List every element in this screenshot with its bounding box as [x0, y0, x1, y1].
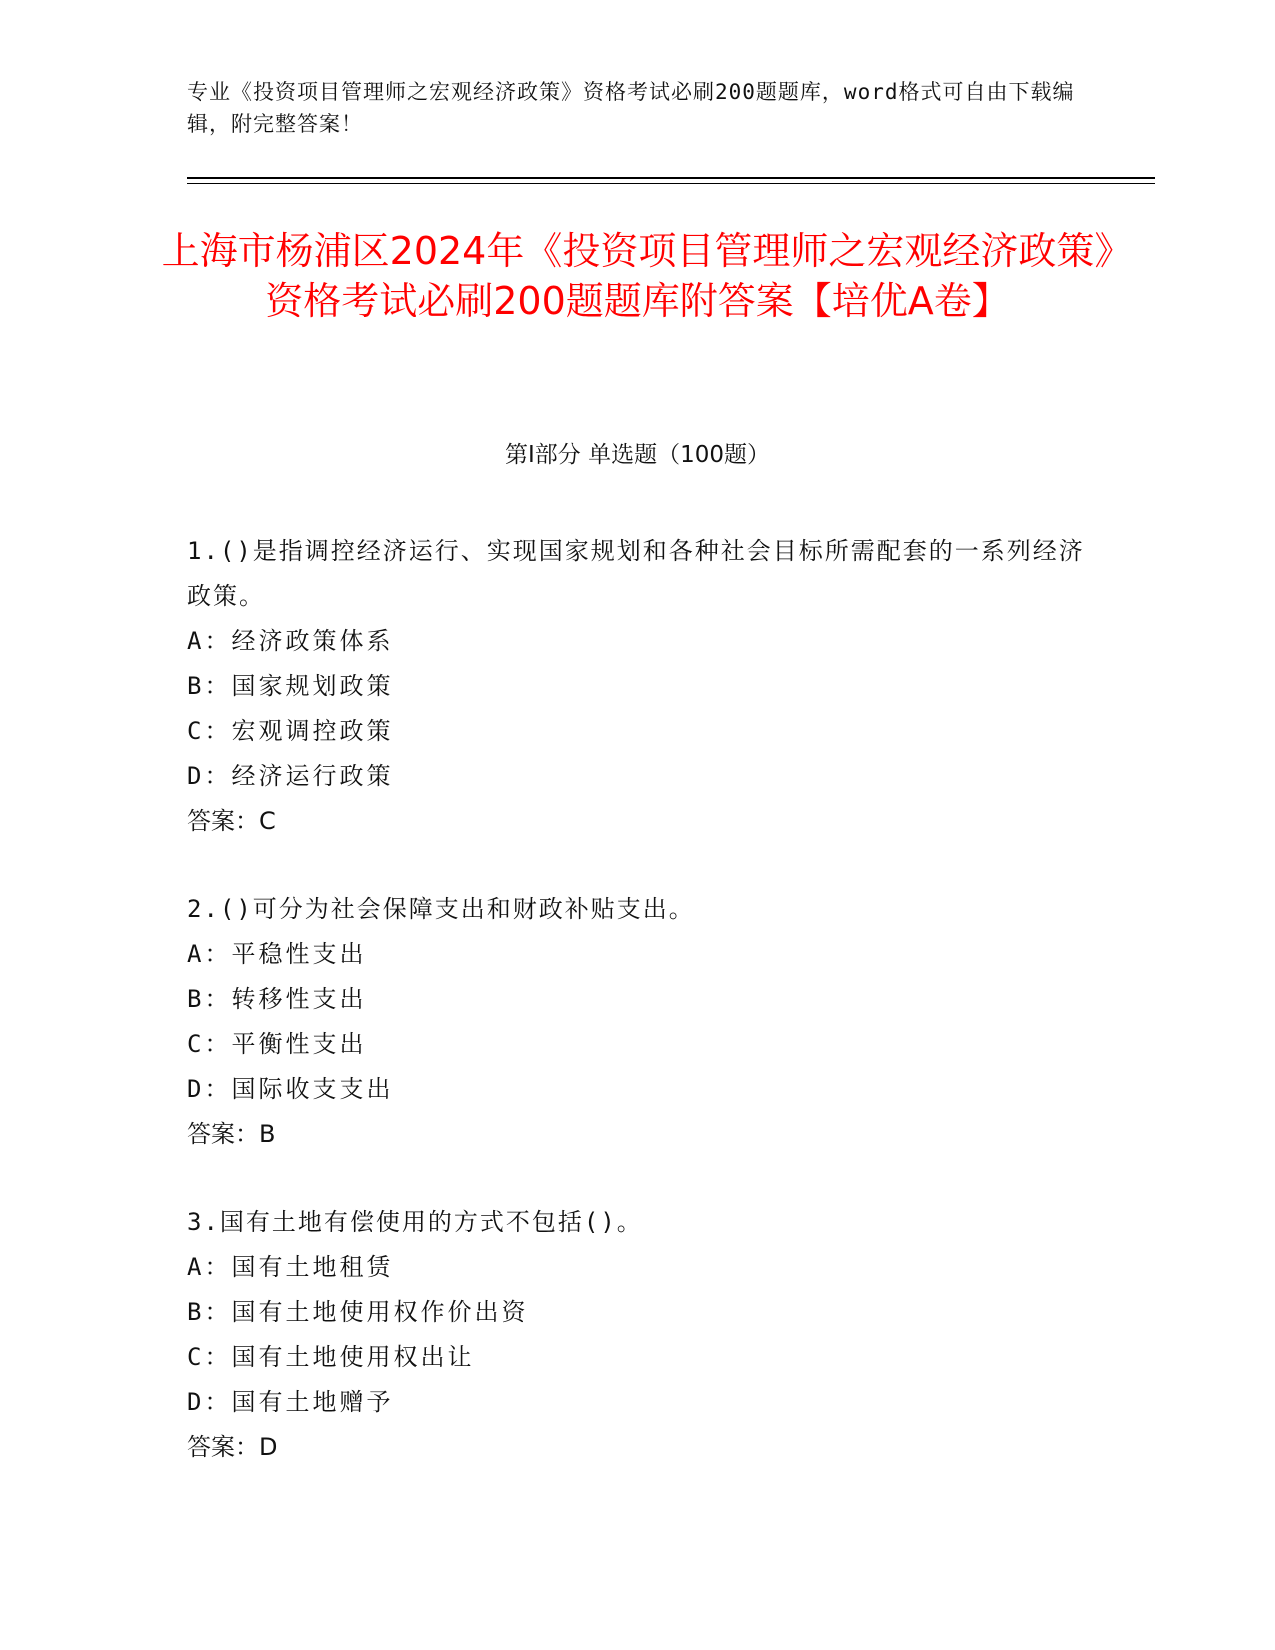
option-d: D：国际收支支出: [187, 1075, 394, 1103]
question-stem: 2.()可分为社会保障支出和财政补贴支出。: [187, 895, 695, 923]
answer: 答案：D: [187, 1433, 278, 1461]
option-a: A：平稳性支出: [187, 940, 367, 968]
question-3: [187, 1200, 1087, 1470]
option-c: C：国有土地使用权出让: [187, 1343, 475, 1371]
section-heading: 第I部分 单选题（100题）: [505, 442, 770, 468]
option-d: D：国有土地赠予: [187, 1388, 394, 1416]
answer: 答案：C: [187, 807, 276, 835]
header-note: 专业《投资项目管理师之宏观经济政策》资格考试必刷200题题库，word格式可自由下载编辑，附完整答案！: [187, 80, 1075, 136]
option-d: D：经济运行政策: [187, 762, 394, 790]
question-2: [187, 887, 1087, 1157]
answer: 答案：B: [187, 1120, 276, 1148]
question-stem: 1.()是指调控经济运行、实现国家规划和各种社会目标所需配套的一系列经济政策。: [187, 537, 1085, 610]
document-title: 上海市杨浦区2024年《投资项目管理师之宏观经济政策》资格考试必刷200题题库附答案【培优A卷】: [161, 229, 1114, 323]
question-1: [187, 529, 1087, 844]
option-c: C：宏观调控政策: [187, 717, 394, 745]
header-divider-thick: [187, 177, 1155, 179]
option-b: B：转移性支出: [187, 985, 367, 1013]
question-list: [187, 529, 1087, 1513]
header-divider-thin: [187, 183, 1155, 184]
question-stem: 3.国有土地有偿使用的方式不包括()。: [187, 1208, 643, 1236]
option-b: B：国家规划政策: [187, 672, 394, 700]
option-c: C：平衡性支出: [187, 1030, 367, 1058]
option-a: A：经济政策体系: [187, 627, 394, 655]
option-b: B：国有土地使用权作价出资: [187, 1298, 529, 1326]
option-a: A：国有土地租赁: [187, 1253, 394, 1281]
